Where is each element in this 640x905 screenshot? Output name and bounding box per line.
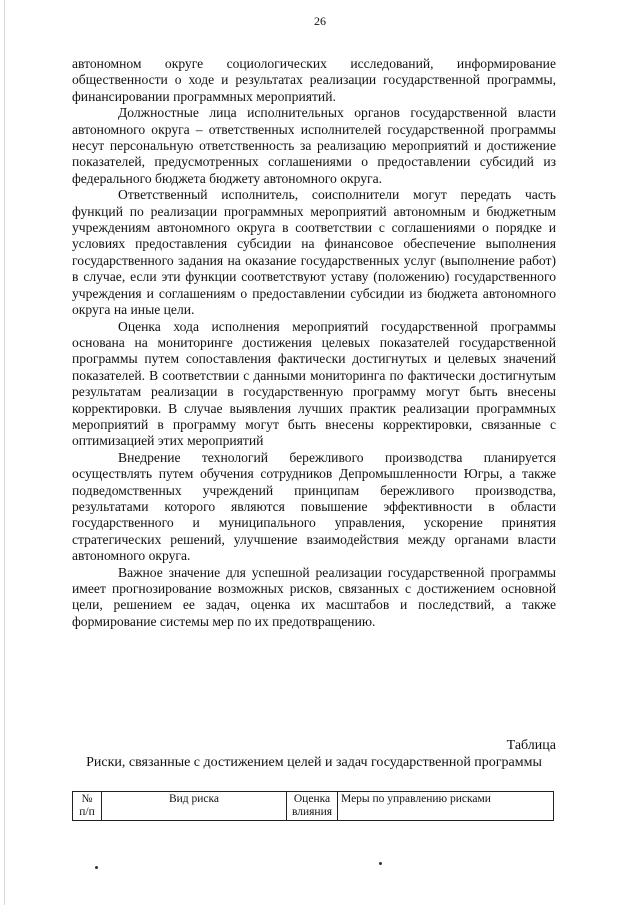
header-number-line2: п/п xyxy=(79,806,95,818)
paragraph-1: автономном округе социологических исследований, информирование общественности о ходе и результатах реализации государственной программы, финансировании программных мероприятий. xyxy=(72,56,556,104)
table-header-row xyxy=(73,792,554,821)
header-risk-type: Вид риска xyxy=(102,792,287,821)
paragraph-6: Важное значение для успешной реализации государственной программы имеет прогнозирование возможных рисков, связанных с достижением основной цели, решением ее задач, оценка их масштабов и последствий, а также формирование системы мер по их предотвращению. xyxy=(72,564,556,629)
paragraph-2: Должностные лица исполнительных органов государственной власти автономного округа – ответственных исполнителей государственной программы несут персональную ответственность за реализацию мероприятий и достижение показателей, предусмотренных соглашениями о предоставлении субсидий из федерального бюджета бюджету автономного округа. xyxy=(72,105,556,186)
scan-speck xyxy=(379,862,382,865)
table-title: Риски, связанные с достижением целей и задач государственной программы xyxy=(86,755,542,770)
risk-table xyxy=(72,791,554,821)
header-assessment-line2: влияния xyxy=(291,806,333,818)
header-measures: Меры по управлению рисками xyxy=(338,792,554,821)
table-label: Таблица xyxy=(506,738,556,753)
paragraph-3: Ответственный исполнитель, соисполнители могут передать часть функций по реализации программных мероприятий автономным и бюджетным учреждениям автономного округа в соответствии с соглашениями о порядке и условиях предоставления субсидии на финансовое обеспечение выполнения государственного задания на оказание государственных услуг (выполнение работ) в случае, если эти функции соответствуют уставу (положению) государственного учреждения и соглашениям о предоставлении субсидии из бюджета автономного округа на иные цели. xyxy=(72,187,556,318)
scan-edge-line xyxy=(4,0,5,905)
header-assessment-line1: Оценка xyxy=(293,793,331,805)
paragraph-4: Оценка хода исполнения мероприятий государственной программы основана на мониторинге достижения целевых показателей государственной программы путем сопоставления фактически достигнутых и целевых значений показателей. В соответствии с данными мониторинга по фактически достигнутым результатам реализации в государственную программу могут быть внесены корректировки. В случае выявления лучших практик реализации программных мероприятий в программу могут быть внесены корректировки, связанные с оптимизацией этих мероприятий xyxy=(72,318,556,449)
scan-speck xyxy=(95,866,98,869)
page-number: 26 xyxy=(314,14,326,28)
header-assessment xyxy=(287,792,338,821)
header-number xyxy=(73,792,102,821)
header-number-line1: № xyxy=(81,793,93,805)
document-body xyxy=(72,56,556,630)
paragraph-5: Внедрение технологий бережливого производства планируется осуществлять путем обучения сотрудников Депромышленности Югры, а также подведомственных учреждений принципам бережливого производства, результатами которого являются повышение эффективности в области государственного и муниципального управления, ускорение принятия стратегических решений, улучшение взаимодействия между органами власти автономного округа. xyxy=(72,449,556,564)
